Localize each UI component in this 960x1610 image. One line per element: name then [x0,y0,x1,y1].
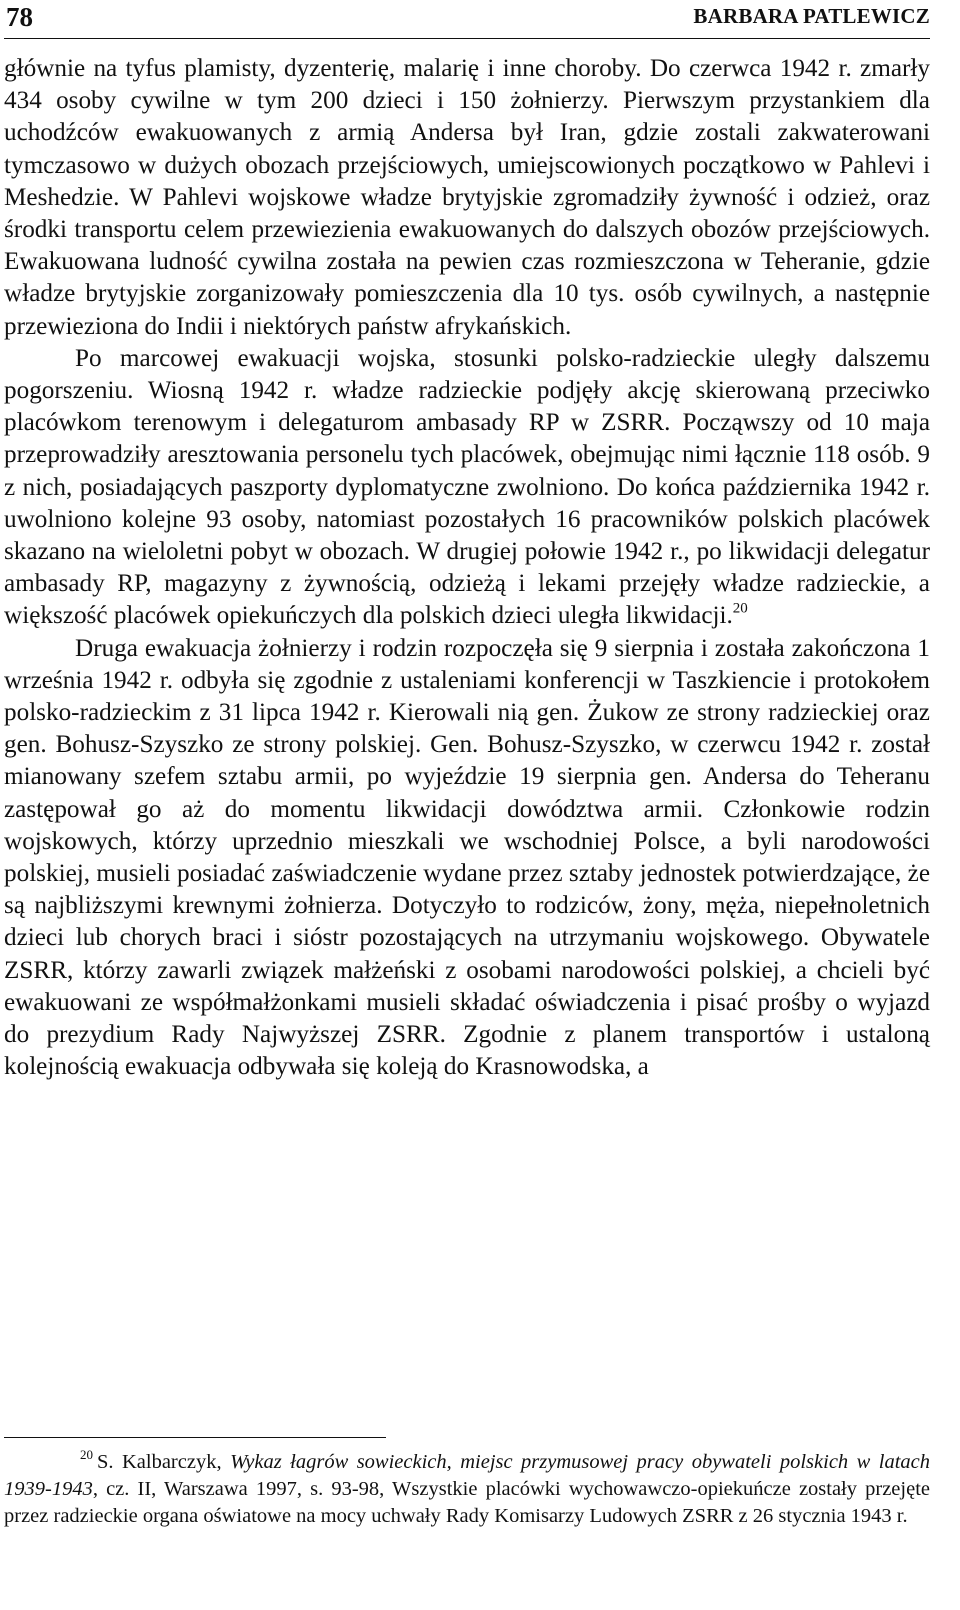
page-header [4,0,930,39]
footnote [4,1446,931,1530]
footnote-author: S. Kalbarczyk, [97,1451,222,1473]
paragraph-3 [4,633,930,1084]
body-text [4,53,930,1084]
page-number: 78 [6,2,33,32]
footnote-rest: , cz. II, Warszawa 1997, s. 93-98, Wszystkie placówki wychowawczo-opiekuńcze zostały przejęte przez radzieckie organa oświatowe na mocy uchwały Rady Komisarzy Ludowych ZSRR z 26 stycznia 1943 r. [4,1478,930,1527]
footnote-reference[interactable]: 20 [732,600,748,617]
footnote-number: 20 [80,1446,93,1462]
running-head-author: BARBARA PATLEWICZ [693,4,930,28]
document-page [4,0,931,1527]
footnote-title: Wykaz łagrów sowieckich, miejsc przymusowej pracy obywateli polskich w latach 1939-1943 [4,1451,931,1500]
paragraph-text: Druga ewakuacja żołnierzy i rodzin rozpoczęła się 9 sierpnia i została zakończona 1 września 1942 r. odbyła się zgodnie z ustaleniami konferencji w Taszkiencie i protokołem polsko-radzieckim z 31 lipca 1942 r. Kierowali nią gen. Żukow ze strony radzieckiej oraz gen. Bohusz-Szyszko ze strony polskiej. Gen. Bohusz-Szyszko, w czerwcu 1942 r. został mianowany szefem sztabu armii, po wyjeździe 19 sierpnia gen. Andersa do Teheranu zastępował go aż do momentu likwidacji dowództwa armii. Członkowie rodzin wojskowych, którzy uprzednio mieszkali we wschodniej Polsce, a byli narodowości polskiej, musieli posiadać zaświadczenie wydane przez sztaby jednostek potwierdzające, że są najbliższymi krewnymi żołnierza. Dotyczyło to rodziców, żony, męża, niepełnoletnich dzieci lub chorych braci i sióstr pozostających na utrzymaniu wojskowego. Obywatele ZSRR, którzy zawarli związek małżeński z osobami narodowości polskiej, a chcieli być ewakuowani ze współmałżonkami musieli składać oświadczenia i pisać prośby o wyjazd do prezydium Rady Najwyższej ZSRR. Zgodnie z planem transportów i ustaloną kolejnością ewakuacja odbywała się koleją do Krasnowodska, a [4,634,930,1081]
paragraph-text: głównie na tyfus plamisty, dyzenterię, malarię i inne choroby. Do czerwca 1942 r. zmarły 434 osoby cywilne w tym 200 dzieci i 150 żołnierzy. Pierwszym przystankiem dla uchodźców ewakuowanych z armią Andersa był Iran, gdzie zostali zakwaterowani tymczasowo w dużych obozach przejściowych, umiejscowionych początkowo w Pahlevi i Meshedzie. W Pahlevi wojskowe władze brytyjskie zgromadziły żywność i odzież, oraz środki transportu celem przewiezienia ewakuowanych do dalszych obozów przejściowych. Ewakuowana ludność cywilna została na pewien czas rozmieszczona w Teheranie, gdzie władze brytyjskie zorganizowały pomieszczenia dla 10 tys. osób cywilnych, a następnie przewieziona do Indii i niektórych państw afrykańskich. [4,55,930,340]
footnote-divider [4,1437,386,1438]
paragraph-2 [4,343,930,633]
paragraph-1 [4,53,930,343]
paragraph-text: Po marcowej ewakuacji wojska, stosunki polsko-radzieckie uległy dalszemu pogorszeniu. Wiosną 1942 r. władze radzieckie podjęły akcję skierowaną przeciwko placówkom terenowym i delegaturom ambasady RP w ZSRR. Począwszy od 10 maja przeprowadziły aresztowania personelu tych placówek, obejmując nimi łącznie 118 osób. 9 z nich, posiadających paszporty dyplomatyczne zwolniono. Do końca października 1942 r. uwolniono kolejne 93 osoby, natomiast pozostałych 16 pracowników polskich placówek skazano na wieloletni pobyt w obozach. W drugiej połowie 1942 r., po likwidacji delegatur ambasady RP, magazyny z żywnością, odzieżą i lekami przejęły władze radzieckie, a większość placówek opiekuńczych dla polskich dzieci uległa likwidacji. [4,344,930,630]
